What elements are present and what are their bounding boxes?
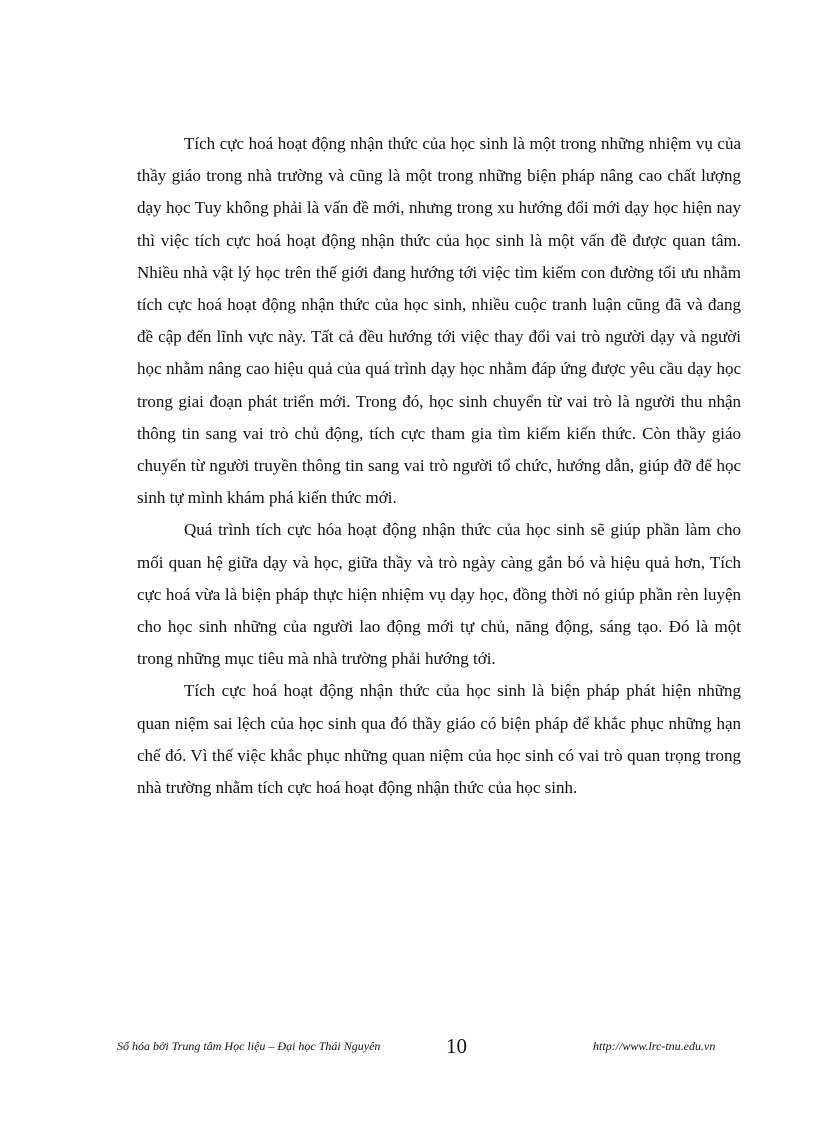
footer-source-text: Số hóa bởi Trung tâm Học liệu – Đại học Thái Nguyên xyxy=(117,1039,381,1053)
page-number: 10 xyxy=(446,1034,467,1058)
document-body xyxy=(137,128,741,804)
paragraph-2: Quá trình tích cực hóa hoạt động nhận thức của học sinh sẽ giúp phần làm cho mối quan hệ giữa dạy và học, giữa thầy và trò ngày càng gắn bó và hiệu quả hơn, Tích cực hoá vừa là biện pháp thực hiện nhiệm vụ dạy học, đồng thời nó giúp phần rèn luyện cho học sinh những của người lao động mới tự chủ, năng động, sáng tạo. Đó là một trong những mục tiêu mà nhà trường phải hướng tới. xyxy=(137,520,741,669)
paragraph-3: Tích cực hoá hoạt động nhận thức của học sinh là biện pháp phát hiện những quan niệm sai lệch của học sinh qua đó thầy giáo có biện pháp để khắc phục những hạn chế đó. Vì thế việc khắc phục những quan niệm của học sinh có vai trò quan trọng trong nhà trường nhằm tích cực hoá hoạt động nhận thức của học sinh. xyxy=(137,681,741,798)
paragraph-1: Tích cực hoá hoạt động nhận thức của học sinh là một trong những nhiệm vụ của thầy giáo trong nhà trường và cũng là một trong những biện pháp nâng cao chất lượng dạy học Tuy không phải là vấn đề mới, nhưng trong xu hướng đổi mới dạy học hiện nay thì việc tích cực hoá hoạt động nhận thức của học sinh là một vấn đề được quan tâm. Nhiều nhà vật lý học trên thế giới đang hướng tới việc tìm kiếm con đường tối ưu nhằm tích cực hoá hoạt động nhận thức của học sinh, nhiều cuộc tranh luận cũng đã và đang đề cập đến lĩnh vực này. Tất cả đều hướng tới việc thay đổi vai trò người dạy và người học nhằm nâng cao hiệu quả của quá trình dạy học nhằm đáp ứng được yêu cầu dạy học trong giai đoạn phát triển mới. Trong đó, học sinh chuyển từ vai trò là người thu nhận thông tin sang vai trò chủ động, tích cực tham gia tìm kiếm kiến thức. Còn thầy giáo chuyển từ người truyền thông tin sang vai trò người tổ chức, hướng dẫn, giúp đỡ để học sinh tự mình khám phá kiến thức mới. xyxy=(137,134,741,508)
page-footer xyxy=(117,1034,757,1064)
footer-url: http://www.lrc-tnu.edu.vn xyxy=(593,1039,716,1053)
